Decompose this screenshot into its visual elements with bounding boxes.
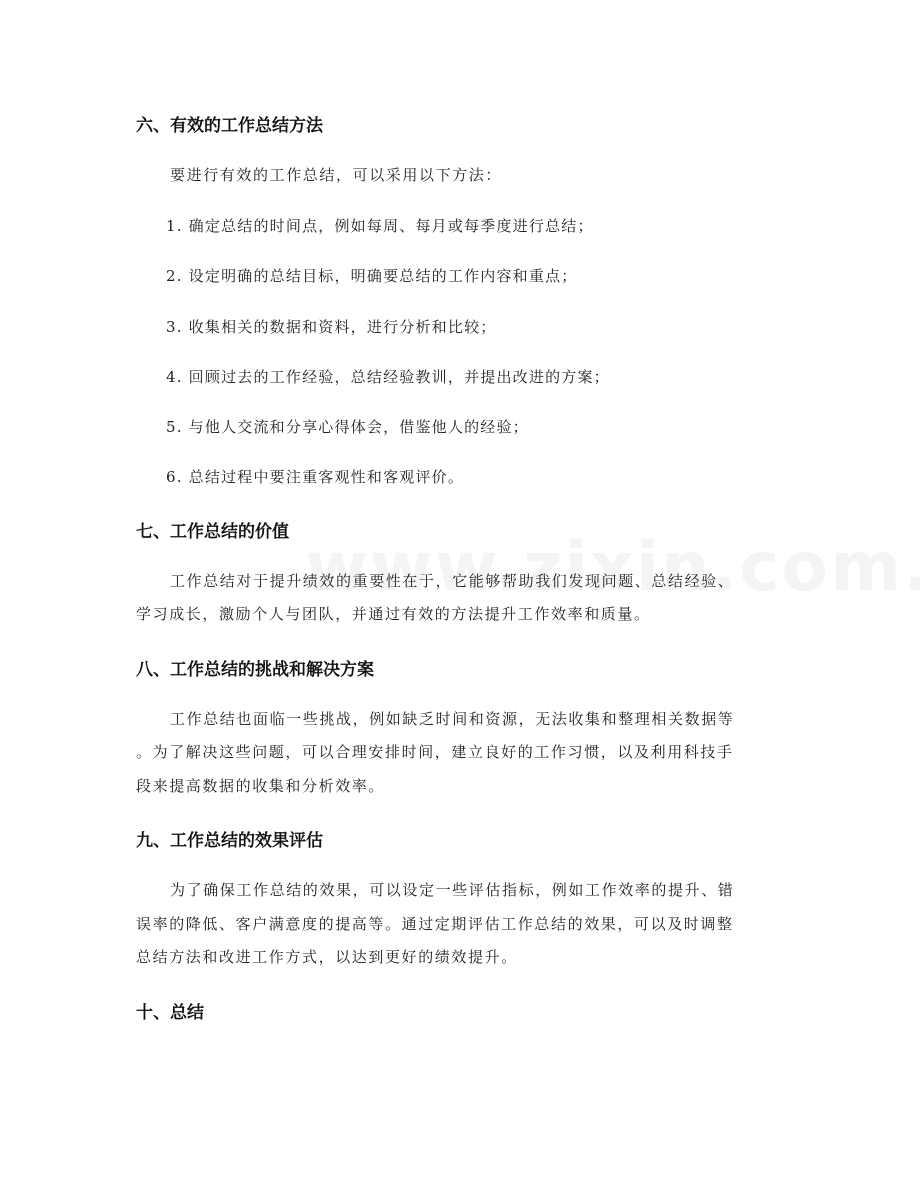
section-9-line-1: 为了确保工作总结的效果，可以设定一些评估指标，例如工作效率的提升、错 (170, 881, 735, 899)
section-7-line-1: 工作总结对于提升绩效的重要性在于，它能够帮助我们发现问题、总结经验、 (170, 572, 735, 590)
section-9-line-2: 误率的降低、客户满意度的提高等。通过定期评估工作总结的效果，可以及时调整 (136, 915, 734, 933)
section-8-line-3: 段来提高数据的收集和分析效率。 (136, 777, 386, 795)
section-7-line-2: 学习成长，激励个人与团队，并通过有效的方法提升工作效率和质量。 (136, 605, 651, 623)
section-6-intro: 要进行有效的工作总结，可以采用以下方法： (170, 166, 503, 184)
section-8-line-1: 工作总结也面临一些挑战，例如缺乏时间和资源，无法收集和整理相关数据等 (170, 710, 735, 728)
section-6-item-1: 1. 确定总结的时间点，例如每周、每月或每季度进行总结； (166, 217, 594, 235)
section-10-heading: 十、总结 (136, 1003, 204, 1023)
section-6-item-4: 4. 回顾过去的工作经验，总结经验教训，并提出改进的方案； (166, 368, 610, 386)
section-6-item-2: 2. 设定明确的总结目标，明确要总结的工作内容和重点； (166, 267, 578, 285)
section-6-item-5: 5. 与他人交流和分享心得体会，借鉴他人的经验； (166, 418, 529, 436)
section-6-item-6: 6. 总结过程中要注重客观性和客观评价。 (166, 468, 465, 486)
section-6-item-3: 3. 收集相关的数据和资料，进行分析和比较； (166, 318, 497, 336)
section-9-heading: 九、工作总结的效果评估 (136, 831, 323, 851)
section-7-heading: 七、工作总结的价值 (136, 522, 289, 542)
section-8-line-2: 。为了解决这些问题，可以合理安排时间，建立良好的工作习惯，以及利用科技手 (136, 743, 734, 761)
section-8-heading: 八、工作总结的挑战和解决方案 (136, 660, 374, 680)
watermark (305, 528, 920, 607)
section-6-heading: 六、有效的工作总结方法 (136, 116, 323, 136)
section-9-line-3: 总结方法和改进工作方式，以达到更好的绩效提升。 (136, 948, 518, 966)
